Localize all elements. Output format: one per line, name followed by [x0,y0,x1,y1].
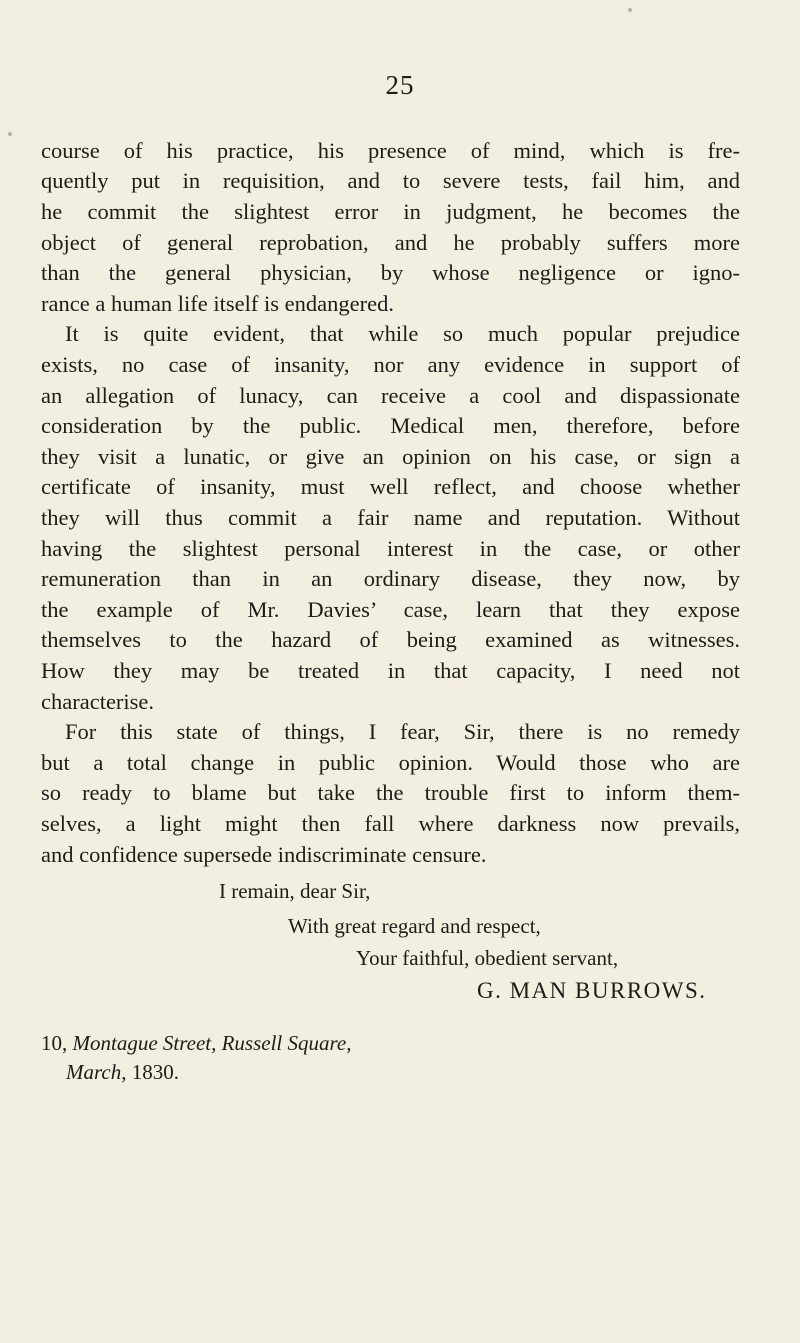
text-line: so ready to blame but take the trouble first to inform them- [41,780,740,805]
text-line: For this state of things, I fear, Sir, there is no remedy [65,719,740,744]
paper-speck [628,8,632,12]
closing-regards: With great regard and respect, [288,914,541,938]
address-month: March, [66,1060,127,1084]
text-line: but a total change in public opinion. Would those who are [41,750,740,775]
address-line-2 [66,1060,179,1085]
text-line: and confidence supersede indiscriminate censure. [41,842,487,867]
text-line: they will thus commit a fair name and reputation. Without [41,505,740,530]
address-street: Montague Street, Russell Square, [72,1031,352,1055]
text-line: he commit the slightest error in judgment, he becomes the [41,199,740,224]
text-line: an allegation of lunacy, can receive a cool and dispassionate [41,383,740,408]
text-line: characterise. [41,689,155,714]
closing-salutation: I remain, dear Sir, [219,879,371,903]
text-line: exists, no case of insanity, nor any evidence in support of [41,352,740,377]
text-line: certificate of insanity, must well reflect, and choose whether [41,474,740,499]
text-line: than the general physician, by whose negligence or igno- [41,260,740,285]
text-line: themselves to the hazard of being examined as witnesses. [41,627,740,652]
closing-servant: Your faithful, obedient servant, [356,946,619,970]
text-line: remuneration than in an ordinary disease, they now, by [41,566,740,591]
text-line: the example of Mr. Davies’ case, learn that they expose [41,597,740,622]
text-line: quently put in requisition, and to severe tests, fail him, and [41,168,740,193]
text-line: rance a human life itself is endangered. [41,291,394,316]
address-number: 10, [41,1031,68,1055]
text-line: It is quite evident, that while so much popular prejudice [65,321,740,346]
signature: G. MAN BURROWS. [477,978,707,1003]
text-line: course of his practice, his presence of mind, which is fre- [41,138,740,163]
text-line: they visit a lunatic, or give an opinion on his case, or sign a [41,444,740,469]
text-line: object of general reprobation, and he probably suffers more [41,230,740,255]
address-year: 1830. [131,1060,179,1084]
text-line: having the slightest personal interest in the case, or other [41,536,740,561]
text-line: consideration by the public. Medical men, therefore, before [41,413,740,438]
text-line: How they may be treated in that capacity, I need not [41,658,740,683]
paper-speck [8,132,12,136]
text-line: selves, a light might then fall where darkness now prevails, [41,811,740,836]
address-line-1 [41,1031,351,1056]
page-number: 25 [385,70,415,100]
